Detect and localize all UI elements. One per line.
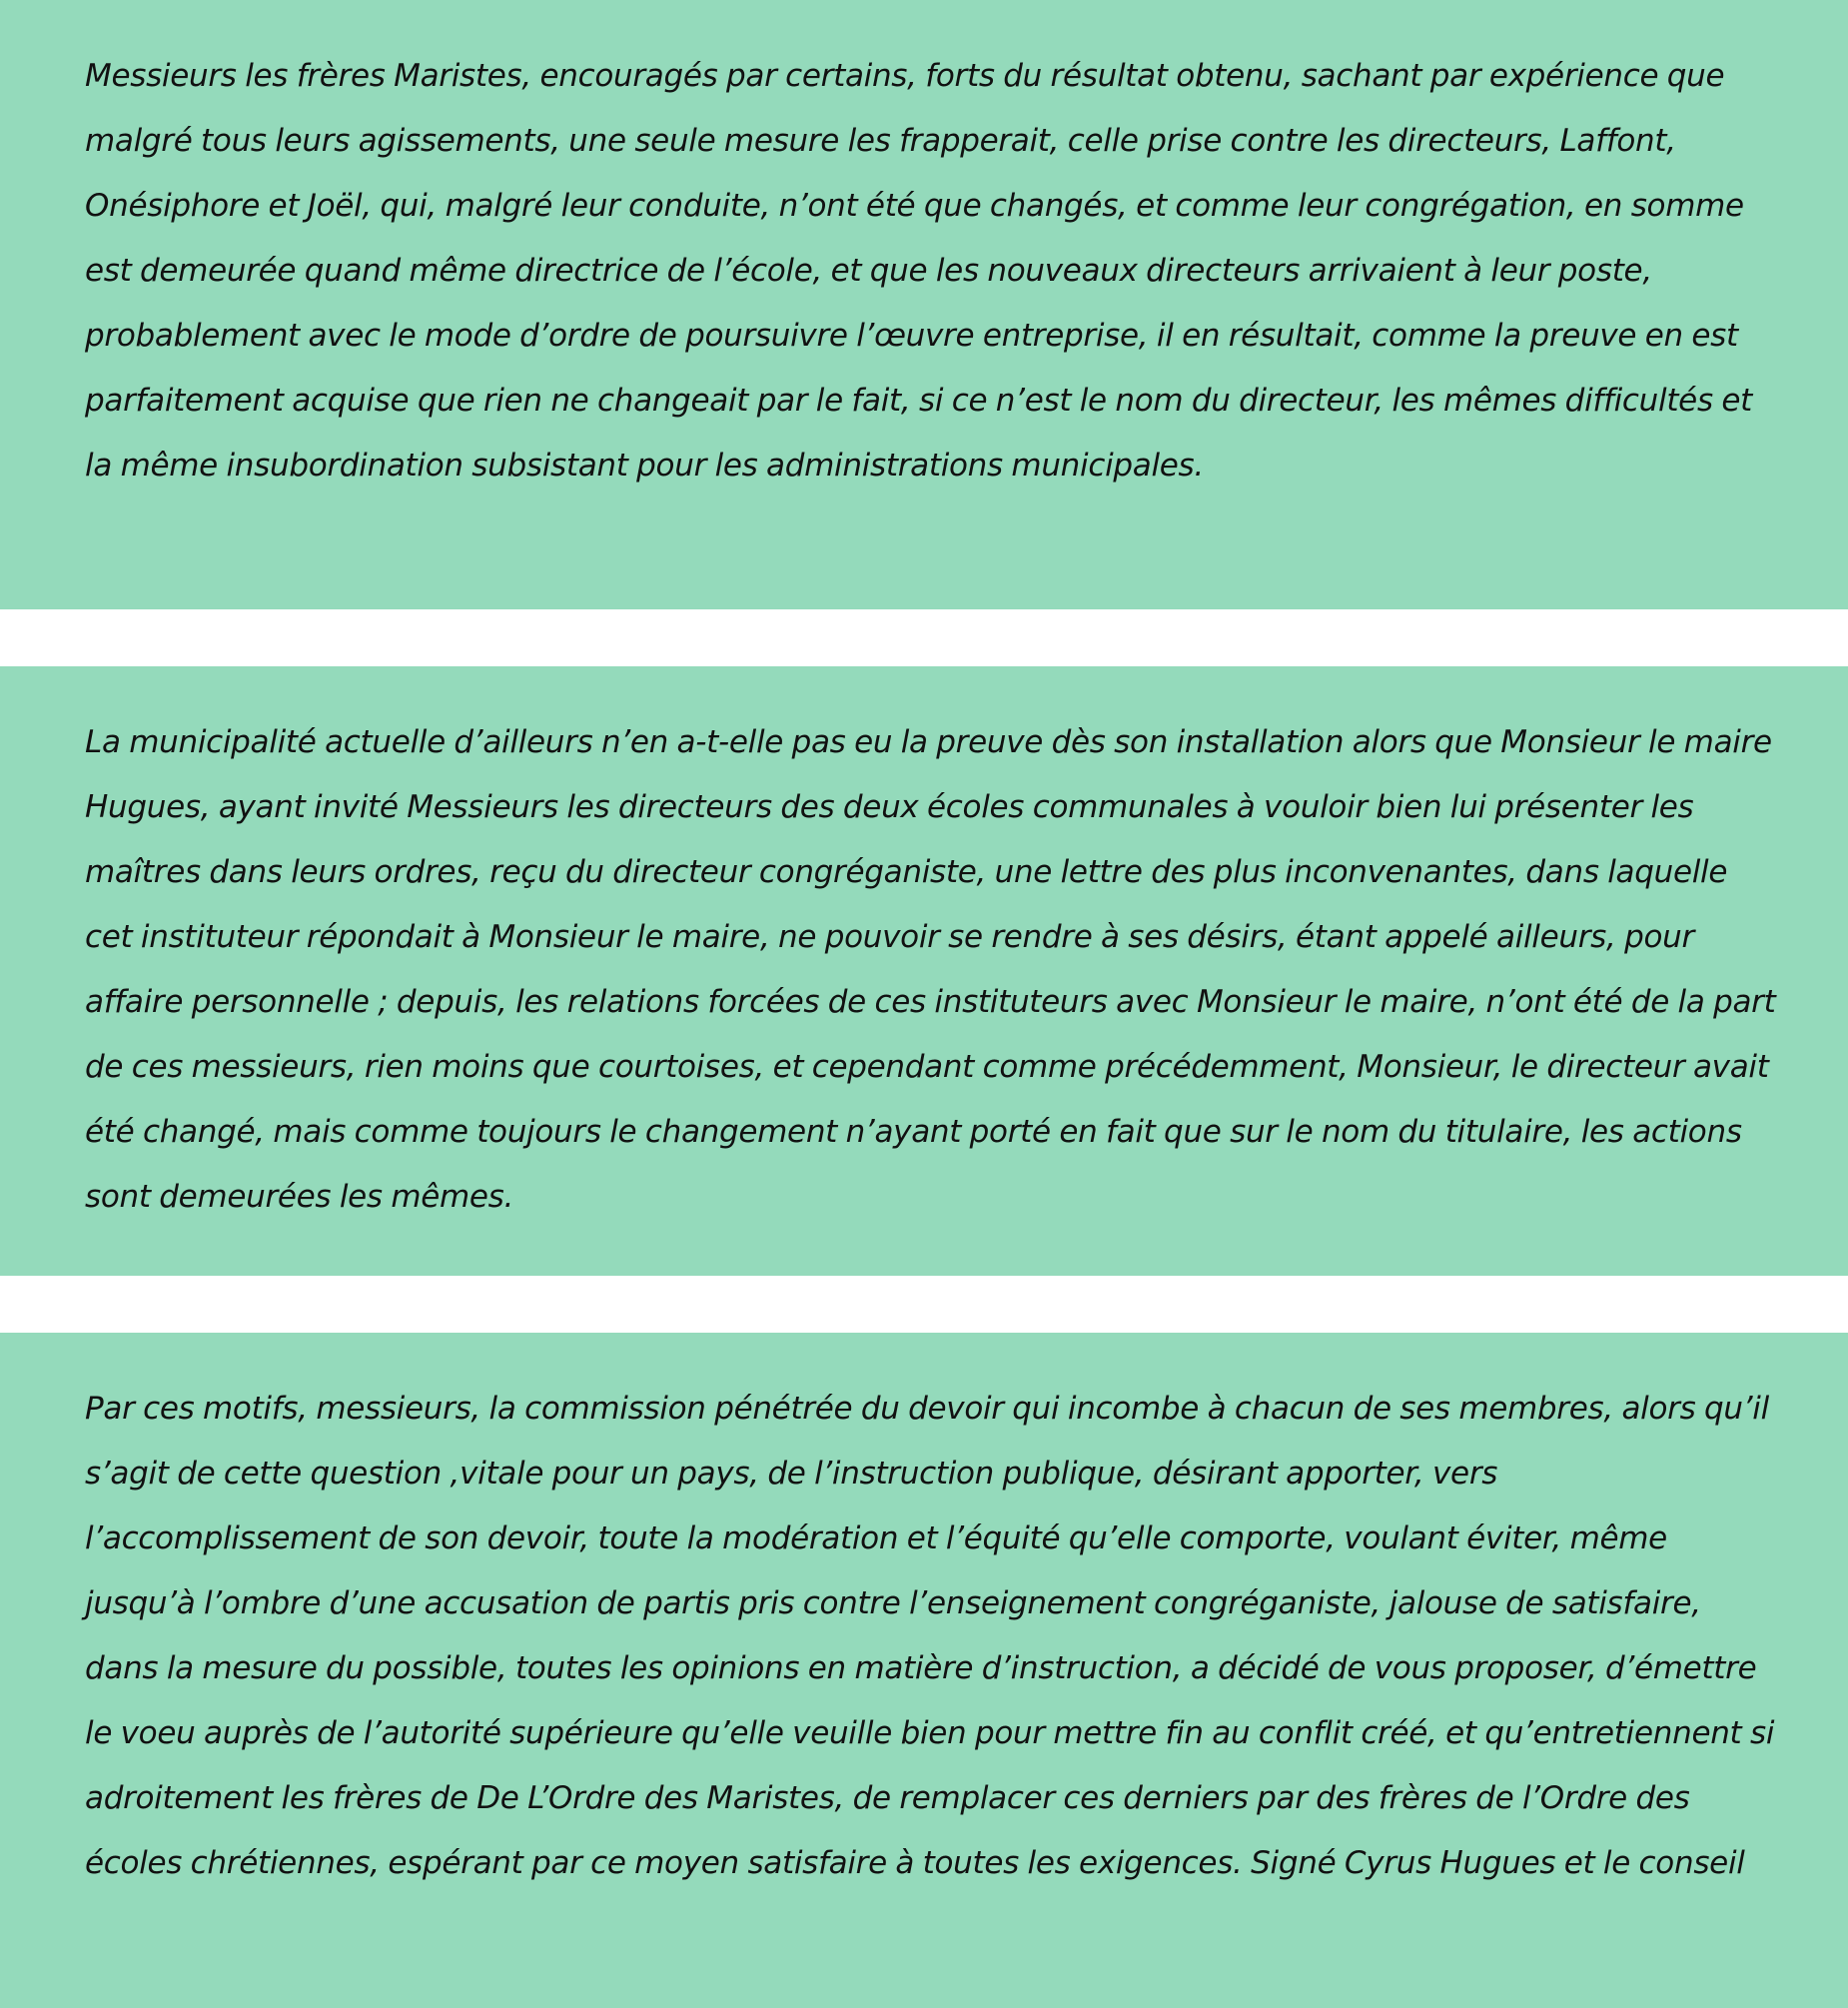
paragraph-3: Par ces motifs, messieurs, la commission pénétrée du devoir qui incombe à chacun de ses membres, alors qu’il s’agit de cette question ,vitale pour un pays, de l’instruction publique, désirant apporter, vers l’accomplissement de son devoir, toute la modération et l’équité qu’elle comporte, voulant éviter, même jusqu’à l’ombre d’une accusation de partis pris contre l’enseignement congréganiste, jalouse de satisfaire, dans la mesure du possible, toutes les opinions en matière d’instruction, a décidé de vous proposer, d’émettre le voeu auprès de l’autorité supérieure qu’elle veuille bien pour mettre fin au conflit créé, et qu’entretiennent si adroitement les frères de De L’Ordre des Maristes, de remplacer ces derniers par des frères de l’Ordre des écoles chrétiennes, espérant par ce moyen satisfaire à toutes les exigences. Signé Cyrus Hugues et le conseil [85, 1391, 1775, 1881]
text-block-2 [0, 666, 1848, 1276]
paragraph-1: Messieurs les frères Maristes, encouragés par certains, forts du résultat obtenu, sachant par expérience que malgré tous leurs agissements, une seule mesure les frapperait, celle prise contre les directeurs, Laffont, Onésiphore et Joël, qui, malgré leur conduite, n’ont été que changés, et comme leur congrégation, en somme est demeurée quand même directrice de l’école, et que les nouveaux directeurs arrivaient à leur poste, probablement avec le mode d’ordre de poursuivre l’œuvre entreprise, il en résultait, comme la preuve en est parfaitement acquise que rien ne changeait par le fait, si ce n’est le nom du directeur, les mêmes difficultés et la même insubordination subsistant pour les administrations municipales. [85, 58, 1752, 484]
paragraph-2: La municipalité actuelle d’ailleurs n’en a-t-elle pas eu la preuve dès son installation alors que Monsieur le maire Hugues, ayant invité Messieurs les directeurs des deux écoles communales à vouloir bien lui présenter les maîtres dans leurs ordres, reçu du directeur congréganiste, une lettre des plus inconvenantes, dans laquelle cet instituteur répondait à Monsieur le maire, ne pouvoir se rendre à ses désirs, étant appelé ailleurs, pour affaire personnelle ; depuis, les relations forcées de ces instituteurs avec Monsieur le maire, n’ont été de la part de ces messieurs, rien moins que courtoises, et cependant comme précédemment, Monsieur, le directeur avait été changé, mais comme toujours le changement n’ayant porté en fait que sur le nom du titulaire, les actions sont demeurées les mêmes. [85, 724, 1776, 1215]
text-block-3 [0, 1333, 1848, 2008]
text-block-1 [0, 0, 1848, 609]
